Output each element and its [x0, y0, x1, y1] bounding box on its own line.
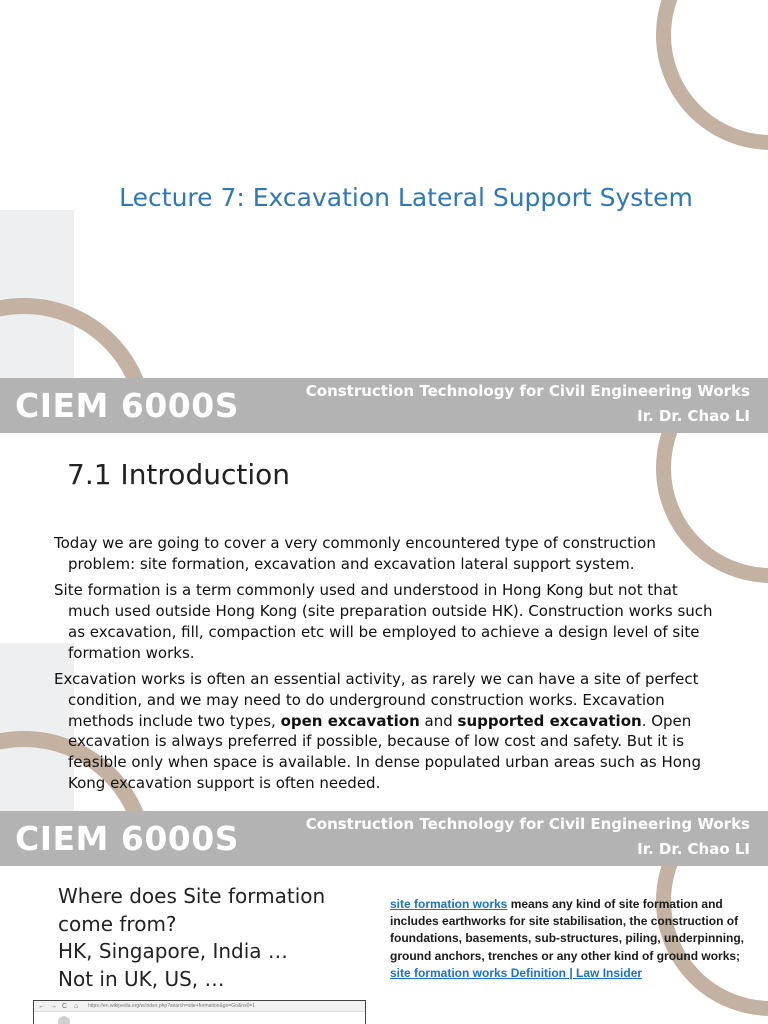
lecture-title: Lecture 7: Excavation Lateral Support System — [119, 183, 693, 212]
intro-body — [54, 533, 714, 799]
browser-screenshot — [33, 1000, 366, 1024]
question-line-1: Where does Site formation — [58, 884, 326, 908]
slide-introduction — [0, 433, 768, 866]
decorative-ring-top-right — [656, 0, 768, 150]
intro-paragraph-3 — [54, 669, 714, 793]
p3-text-b: and — [419, 711, 458, 730]
footer-bar — [0, 811, 768, 866]
definition-text: means any kind of site formation and includes earthworks for site stabilisation, the construction of foundations, basements, sub-structures, piling, underpinning, ground anchors, trenches or any other kind of ground works; — [390, 897, 745, 963]
course-code: CIEM 6000S — [15, 386, 239, 425]
back-icon: ← — [38, 1003, 45, 1010]
lecturer-name: Ir. Dr. Chao LI — [637, 840, 750, 858]
wikipedia-logo-icon — [58, 1016, 70, 1024]
intro-paragraph-1: Today we are going to cover a very commonly encountered type of construction problem: site formation, excavation and excavation lateral support system. — [54, 534, 656, 573]
term-open-excavation: open excavation — [280, 711, 420, 730]
course-code: CIEM 6000S — [15, 819, 239, 858]
slide-title — [0, 0, 768, 433]
footer-bar — [0, 378, 768, 433]
lecturer-name: Ir. Dr. Chao LI — [637, 407, 750, 425]
home-icon: ⌂ — [74, 1003, 79, 1010]
origin-question — [58, 883, 378, 993]
p3-text-a: Excavation works is often an essential activity, as rarely we can have a site of perfect condition, and we may need to do underground construction works. Excavation methods include two types, — [54, 670, 699, 730]
term-supported-excavation: supported excavation — [457, 711, 642, 730]
question-line-2: come from? — [58, 911, 177, 936]
definition-box — [390, 896, 760, 982]
intro-paragraph-2: Site formation is a term commonly used and understood in Hong Kong but not that much used outside Hong Kong (site preparation outside HK). Construction works such as excavation, fill, compaction etc will be employed to achieve a design level of site formation works. — [54, 581, 713, 662]
definition-term-link[interactable]: site formation works — [390, 897, 508, 911]
course-title: Construction Technology for Civil Engineering Works — [305, 382, 750, 400]
p3-text-c: . Open excavation is always preferred if possible, because of low cost and safety. But it is feasible only when space is available. In dense populated urban areas such as Hong Kong excavation support is often needed. — [68, 711, 701, 792]
reload-icon: C — [62, 1003, 68, 1010]
course-title: Construction Technology for Civil Engineering Works — [305, 815, 750, 833]
slide-site-formation-origin — [0, 866, 768, 1024]
browser-url: https://en.wikipedia.org/w/index.php?search=site+formation&go=Go&ns0=1 — [88, 1003, 256, 1009]
section-heading: 7.1 Introduction — [67, 458, 290, 491]
question-line-4: Not in UK, US, … — [58, 966, 225, 991]
definition-source-link[interactable]: site formation works Definition | Law Insider — [390, 965, 643, 980]
browser-toolbar — [34, 1001, 365, 1012]
forward-icon: → — [50, 1003, 57, 1010]
question-line-3: HK, Singapore, India … — [58, 939, 288, 963]
